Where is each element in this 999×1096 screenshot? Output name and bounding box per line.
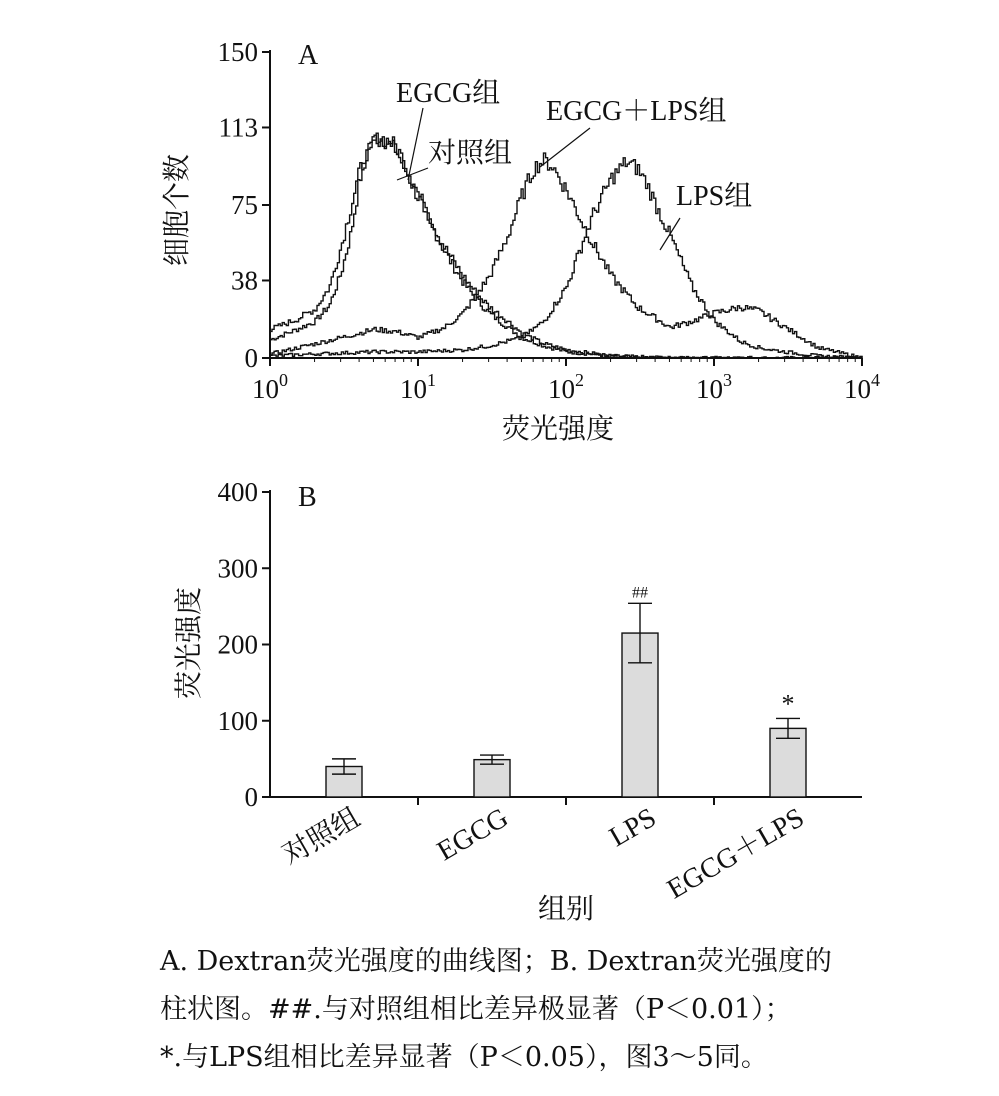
panel-b-y-tick-label: 300 [217, 553, 258, 584]
series-leader-control [397, 168, 428, 180]
panel-a-x-tick-label [844, 370, 880, 404]
series-label-egcg: EGCG组 [396, 78, 501, 109]
category-label-1: EGCG [431, 802, 514, 868]
panel-a-y-tick-label: 0 [244, 343, 258, 373]
bar-1 [474, 760, 510, 797]
panel-b-y-tick-label: 100 [217, 705, 258, 736]
panel-b-x-axis-label: 组别 [537, 894, 595, 925]
x-tick-base: 10 [548, 374, 575, 404]
panel-a-histogram [161, 37, 880, 445]
x-tick-exponent: 4 [871, 370, 880, 390]
panel-a-label: A [298, 40, 319, 71]
series-leader-egcg [408, 108, 423, 180]
x-tick-base: 10 [400, 374, 427, 404]
series-line-1 [270, 133, 862, 358]
panel-b-label: B [298, 482, 317, 513]
series-leader-egcg-lps [540, 128, 590, 167]
x-tick-base: 10 [696, 374, 723, 404]
panel-a-x-tick-label [696, 370, 732, 404]
panel-b-bar-chart [173, 477, 862, 925]
figure-caption [160, 938, 960, 1082]
panel-a-y-tick-label: 75 [231, 190, 258, 220]
series-label-lps: LPS组 [676, 181, 753, 212]
x-tick-exponent: 0 [279, 370, 288, 390]
panel-a-y-tick-label: 150 [217, 37, 258, 67]
caption-line-2: 柱状图。##.与对照组相比差异极显著（P＜0.01）； [160, 994, 792, 1025]
panel-b-y-tick-label: 200 [217, 629, 258, 660]
significance-mark-2: ## [632, 584, 648, 602]
caption-line-3: *.与LPS组相比差异显著（P＜0.05），图3～5同。 [160, 1042, 768, 1073]
panel-a-y-axis-label: 细胞个数 [162, 153, 193, 267]
panel-a-x-tick-label [252, 370, 288, 404]
panel-b-y-axis-label: 荧光强度 [174, 586, 205, 700]
series-label-control: 对照组 [428, 138, 513, 169]
x-tick-exponent: 3 [723, 370, 732, 390]
significance-mark-3: * [781, 689, 795, 719]
panel-b-y-tick-label: 0 [244, 782, 258, 812]
series-line-2 [270, 153, 862, 358]
x-tick-base: 10 [252, 374, 279, 404]
panel-a-y-tick-label: 38 [231, 265, 258, 296]
x-tick-exponent: 1 [427, 370, 436, 390]
panel-a-x-tick-label [400, 370, 436, 404]
category-label-3: EGCG＋LPS [661, 802, 810, 906]
panel-a-x-axis-label: 荧光强度 [501, 414, 615, 445]
panel-a-y-tick-label: 113 [218, 112, 258, 143]
category-label-2: LPS [604, 802, 662, 854]
x-tick-base: 10 [844, 374, 871, 404]
x-tick-exponent: 2 [575, 370, 584, 390]
panel-a-x-tick-label [548, 370, 584, 404]
caption-line-1: A. Dextran荧光强度的曲线图；B. Dextran荧光强度的 [160, 946, 832, 977]
panel-b-y-tick-label: 400 [217, 477, 258, 507]
series-label-egcg-lps: EGCG＋LPS组 [546, 96, 727, 127]
category-label-0: 对照组 [277, 802, 366, 872]
